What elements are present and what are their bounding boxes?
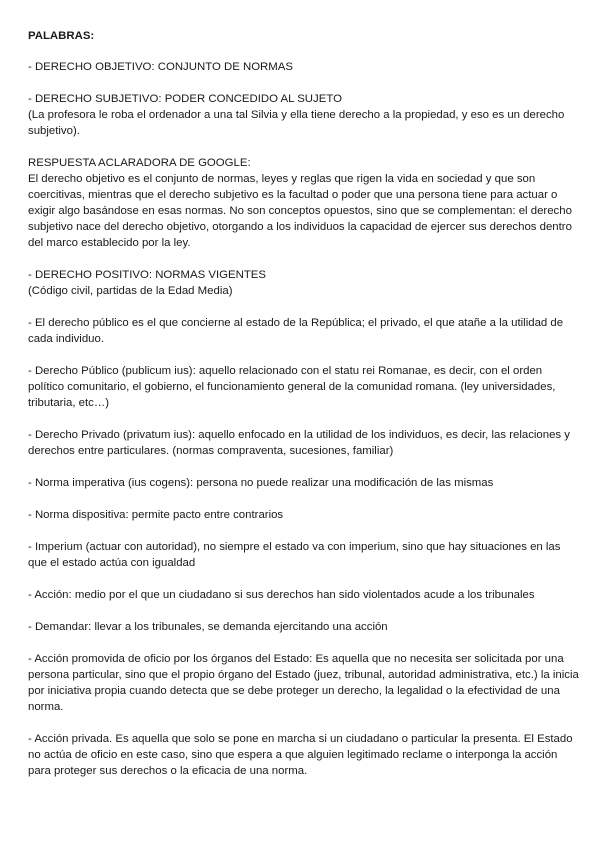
paragraph-line: El derecho objetivo es el conjunto de normas, leyes y reglas que rigen la vida en sociedad y que son coercitivas, mientras que el derecho subjetivo es la facultad o poder que una persona tiene para actuar o exigir algo basándose en esas normas. No son conceptos opuestos, sino que se complementan: el derecho subjetivo nace del derecho objetivo, otorgando a los individuos la capacidad de ejercer sus derechos dentro del marco establecido por la ley.: [28, 173, 572, 249]
paragraph-line: (La profesora le roba el ordenador a una tal Silvia y ella tiene derecho a la propiedad, y eso es un derecho subjetivo).: [28, 109, 565, 137]
paragraph-line: - Acción promovida de oficio por los órganos del Estado: Es aquella que no necesita ser solicitada por una persona particular, sino que el propio órgano del Estado (juez, tribunal, autoridad administrativa, etc.) la inicia por iniciativa propia cuando detecta que se debe proteger un derecho, la legalidad o la efectividad de una norma.: [28, 653, 579, 713]
paragraph-line: - Derecho Privado (privatum ius): aquello enfocado en la utilidad de los individuos, es decir, las relaciones y derechos entre particulares. (normas compraventa, sucesiones, familiar): [28, 429, 570, 457]
paragraph-derecho-objetivo: [28, 59, 580, 75]
paragraph-derecho-subjetivo: [28, 91, 580, 139]
paragraph-derecho-privado: [28, 427, 580, 459]
paragraph-imperium: [28, 539, 580, 571]
paragraph-line: - Norma imperativa (ius cogens): persona no puede realizar una modificación de las mismas: [28, 477, 494, 489]
paragraph-heading-line: - DERECHO POSITIVO: NORMAS VIGENTES: [28, 269, 266, 281]
document-title: PALABRAS:: [28, 30, 95, 42]
paragraph-line: - El derecho público es el que concierne al estado de la República; el privado, el que atañe a la utilidad de cada individuo.: [28, 317, 564, 345]
document-page: [28, 28, 580, 795]
paragraph-demandar: [28, 619, 580, 635]
paragraph-respuesta-google: [28, 155, 580, 251]
paragraph-accion-privada: [28, 731, 580, 779]
paragraph-line: - Demandar: llevar a los tribunales, se demanda ejercitando una acción: [28, 621, 388, 633]
paragraph-line: (Código civil, partidas de la Edad Media): [28, 285, 233, 297]
paragraph-line: - Acción: medio por el que un ciudadano si sus derechos han sido violentados acude a los tribunales: [28, 589, 535, 601]
paragraph-derecho-positivo: [28, 267, 580, 299]
paragraph-publico-privado: [28, 315, 580, 347]
paragraph-norma-dispositiva: [28, 507, 580, 523]
paragraph-line: - Acción privada. Es aquella que solo se pone en marcha si un ciudadano o particular la presenta. El Estado no actúa de oficio en este caso, sino que espera a que alguien legitimado reclame o interponga la acción para proteger sus derechos o la eficacia de una norma.: [28, 733, 573, 777]
paragraph-accion-de-oficio: [28, 651, 580, 715]
paragraph-heading-line: RESPUESTA ACLARADORA DE GOOGLE:: [28, 157, 251, 169]
paragraph-line: - Norma dispositiva: permite pacto entre contrarios: [28, 509, 284, 521]
paragraph-line: - Derecho Público (publicum ius): aquello relacionado con el statu rei Romanae, es decir, con el orden político comunitario, el gobierno, el funcionamiento general de la comunidad romana. (ley universidades, tributaria, etc…): [28, 365, 556, 409]
paragraph-line: - Imperium (actuar con autoridad), no siempre el estado va con imperium, sino que hay situaciones en las que el estado actúa con igualdad: [28, 541, 561, 569]
paragraph-accion: [28, 587, 580, 603]
paragraph-heading-line: - DERECHO SUBJETIVO: PODER CONCEDIDO AL SUJETO: [28, 93, 342, 105]
paragraph-derecho-publico: [28, 363, 580, 411]
paragraph-norma-imperativa: [28, 475, 580, 491]
paragraph-line: - DERECHO OBJETIVO: CONJUNTO DE NORMAS: [28, 61, 293, 73]
